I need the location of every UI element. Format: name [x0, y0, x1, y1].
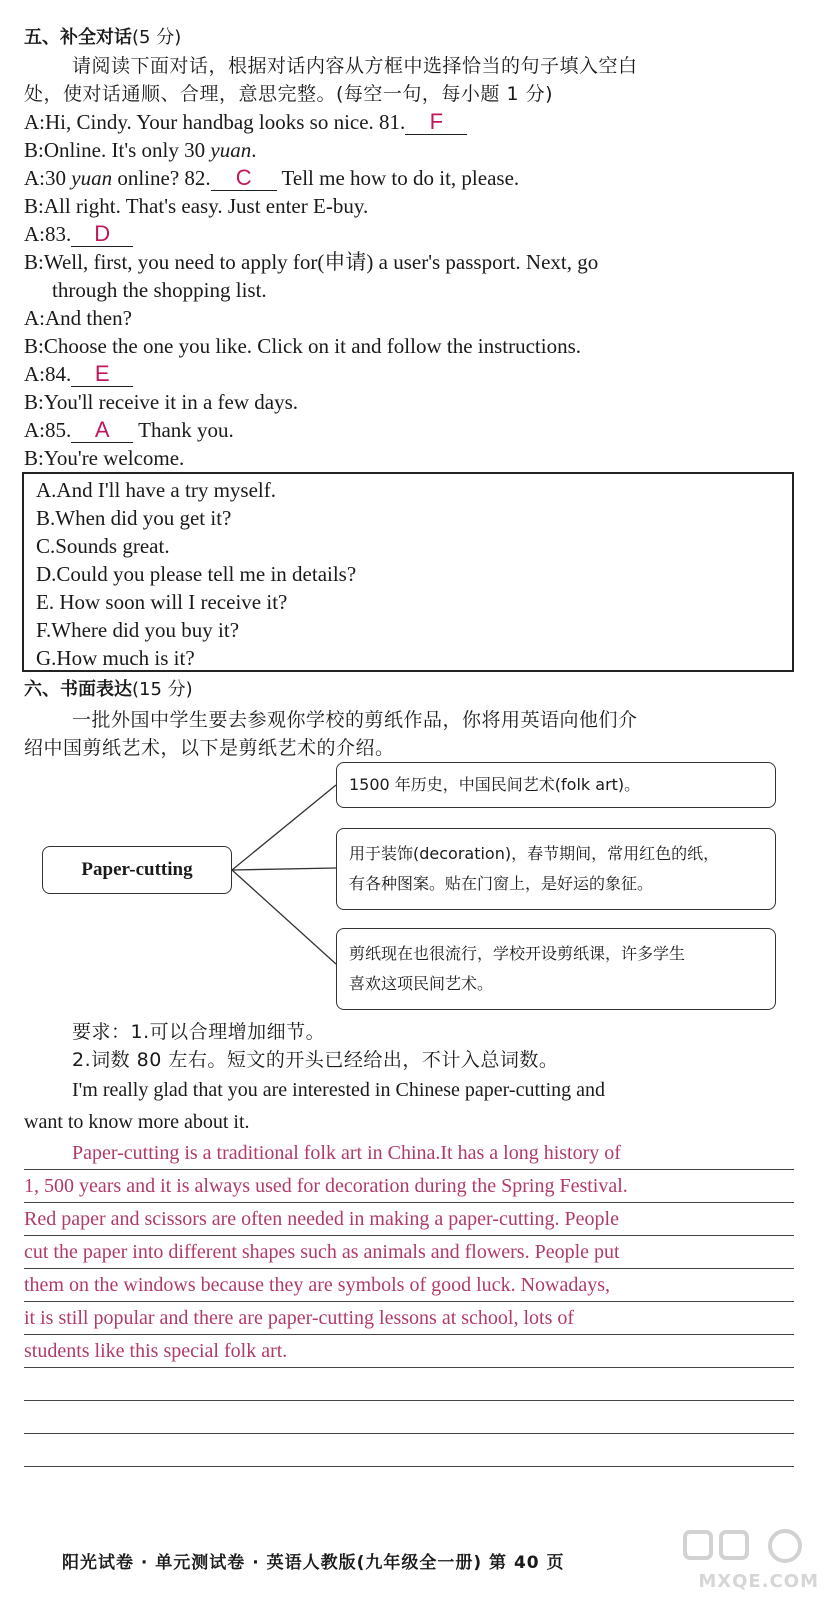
writing-line [24, 1433, 794, 1434]
writing-line [24, 1466, 794, 1467]
essay-line-1: Paper-cutting is a traditional folk art in China.It has a long history of [72, 1142, 621, 1164]
answer-82[interactable]: C [211, 166, 277, 191]
answer-85[interactable]: A [71, 418, 133, 443]
writing-line [24, 1169, 794, 1170]
dialogue-text: A:Hi, Cindy. Your handbag looks so nice. 81. [24, 110, 406, 134]
requirement-1: 要求：1.可以合理增加细节。 [72, 1021, 326, 1043]
dialogue-text: online? 82. [112, 166, 211, 190]
option-e: E. How soon will I receive it? [36, 590, 288, 614]
dialogue-line-6: B:Well, first, you need to apply for(申请) a user's passport. Next, go [24, 250, 599, 274]
essay-line-4: cut the paper into different shapes such as animals and flowers. People put [24, 1241, 620, 1263]
writing-line [24, 1301, 794, 1302]
answer-83[interactable]: D [71, 222, 133, 247]
dialogue-text: A:83. [24, 222, 72, 246]
paper-cutting-node: Paper-cutting [42, 846, 232, 894]
page-footer: 阳光试卷 · 单元测试卷 · 英语人教版(九年级全一册) 第 40 页 [62, 1553, 565, 1573]
watermark-text: MXQE.COM [698, 1571, 819, 1592]
essay-opening-2: want to know more about it. [24, 1111, 250, 1133]
info-box-popularity [336, 928, 776, 1010]
requirement-2: 2.词数 80 左右。短文的开头已经给出，不计入总词数。 [72, 1049, 559, 1071]
dialogue-text: . [251, 138, 257, 162]
essay-opening-1: I'm really glad that you are interested in Chinese paper-cutting and [72, 1079, 606, 1101]
option-g: G.How much is it? [36, 646, 195, 670]
info-box-history: 1500 年历史，中国民间艺术(folk art)。 [336, 762, 776, 808]
dialogue-line-4: B:All right. That's easy. Just enter E-buy. [24, 194, 369, 218]
writing-line [24, 1268, 794, 1269]
dialogue-text: A:30 [24, 166, 72, 190]
option-f: F.Where did you buy it? [36, 618, 240, 642]
section-6-points: (15 分) [132, 679, 193, 700]
essay-line-7: students like this special folk art. [24, 1340, 288, 1362]
answer-84[interactable]: E [71, 362, 133, 387]
writing-line [24, 1235, 794, 1236]
info-box-decoration-line-2: 有各种图案。贴在门窗上，是好运的象征。 [349, 874, 654, 893]
dialogue-line-11: B:You'll receive it in a few days. [24, 390, 299, 414]
dialogue-text: A:85. [24, 418, 72, 442]
section-6-instruction-1: 一批外国中学生要去参观你学校的剪纸作品，你将用英语向他们介 [72, 709, 638, 731]
dialogue-line-13: B:You're welcome. [24, 446, 185, 470]
italic-word: yuan [210, 138, 252, 162]
connector-line-1 [232, 785, 336, 870]
dialogue-line-8: A:And then? [24, 306, 132, 330]
dialogue-text: Thank you. [133, 418, 234, 442]
answer-81[interactable]: F [405, 110, 467, 135]
watermark-logo [675, 1528, 825, 1594]
essay-line-2: 1, 500 years and it is always used for decoration during the Spring Festival. [24, 1175, 628, 1197]
dialogue-line-7: through the shopping list. [52, 278, 267, 302]
option-a: A.And I'll have a try myself. [36, 478, 276, 502]
info-box-popularity-line-1: 剪纸现在也很流行，学校开设剪纸课，许多学生 [349, 944, 686, 963]
option-b: B.When did you get it? [36, 506, 232, 530]
option-c: C.Sounds great. [36, 534, 170, 558]
info-box-decoration [336, 828, 776, 910]
essay-line-5: them on the windows because they are symbols of good luck. Nowadays, [24, 1274, 610, 1296]
essay-line-6: it is still popular and there are paper-cutting lessons at school, lots of [24, 1307, 575, 1329]
section-5-instruction-1: 请阅读下面对话，根据对话内容从方框中选择恰当的句子填入空白 [72, 55, 638, 77]
dialogue-text: A:84. [24, 362, 72, 386]
essay-line-3: Red paper and scissors are often needed in making a paper-cutting. People [24, 1208, 619, 1230]
dialogue-line-9: B:Choose the one you like. Click on it and follow the instructions. [24, 334, 582, 358]
dialogue-text: B:Online. It's only 30 [24, 138, 211, 162]
info-box-popularity-line-2: 喜欢这项民间艺术。 [349, 974, 494, 993]
section-5-title-text: 五、补全对话 [24, 27, 132, 48]
writing-line [24, 1334, 794, 1335]
connector-line-2 [232, 868, 336, 870]
connector-line-3 [232, 870, 336, 964]
dialogue-text: Tell me how to do it, please. [276, 166, 520, 190]
italic-word: yuan [71, 166, 113, 190]
section-5-points: (5 分) [132, 27, 182, 48]
section-6-instruction-2: 绍中国剪纸艺术，以下是剪纸艺术的介绍。 [24, 737, 395, 759]
section-6-title-text: 六、书面表达 [24, 679, 132, 700]
option-d: D.Could you please tell me in details? [36, 562, 357, 586]
writing-line [24, 1202, 794, 1203]
info-box-decoration-line-1: 用于装饰(decoration)，春节期间，常用红色的纸， [349, 844, 720, 863]
writing-line [24, 1367, 794, 1368]
writing-line [24, 1400, 794, 1401]
section-5-instruction-2: 处，使对话通顺、合理，意思完整。(每空一句，每小题 1 分) [24, 83, 553, 105]
